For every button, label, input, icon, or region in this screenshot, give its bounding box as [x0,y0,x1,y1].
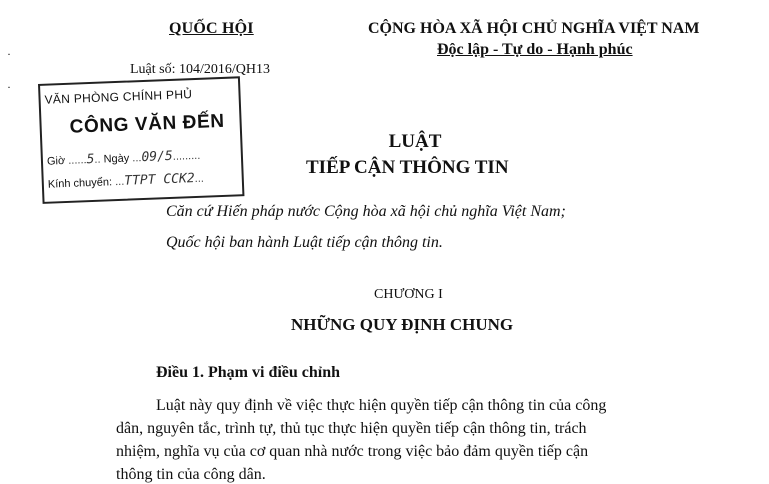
dotted-leader: ...... [68,154,87,167]
issuer-name: QUỐC HỘI [169,20,254,37]
stamp-time-value: 5 [86,151,95,168]
dotted-leader: ... [132,152,142,165]
dotted-leader: ... [114,175,125,189]
document-type: LUẬT [388,131,442,152]
article-title: Điều 1. Phạm vi điều chỉnh [156,364,341,381]
law-number: Luật số: 104/2016/QH13 [130,62,270,77]
stamp-forward-row [48,171,205,192]
margin-mark: · [7,47,11,61]
stamp-office: VĂN PHÒNG CHÍNH PHỦ [44,87,193,107]
article-text-line: nhiệm, nghĩa vụ của cơ quan nhà nước trong việc bảo đảm quyền tiếp cận [116,443,589,460]
stamp-time-label: Giờ [46,155,66,168]
stamp-forward-label: Kính chuyển: [47,176,113,191]
article-text-line: dân, nguyên tắc, trình tự, thủ tục thực hiện quyền tiếp cận thông tin, trách [116,420,587,437]
chapter-label: CHƯƠNG I [374,287,443,302]
legal-basis-line: Quốc hội ban hành Luật tiếp cận thông tin. [166,234,443,251]
national-motto: Độc lập - Tự do - Hạnh phúc [437,41,633,58]
article-text-line: Luật này quy định về việc thực hiện quyền tiếp cận thông tin của công [156,397,607,414]
stamp-title: CÔNG VĂN ĐẾN [69,110,225,138]
stamp-forward-value: TTPT CCK2 [123,171,195,189]
republic-heading: CỘNG HÒA XÃ HỘI CHỦ NGHĨA VIỆT NAM [368,20,700,37]
dotted-leader: ... [194,172,205,186]
article-text-line: thông tin của công dân. [116,466,266,483]
document-title: TIẾP CẬN THÔNG TIN [306,157,509,178]
dotted-leader: .. [94,153,101,166]
chapter-title: NHỮNG QUY ĐỊNH CHUNG [291,315,514,334]
dotted-leader: ......... [172,149,201,163]
margin-mark: · [7,80,11,94]
stamp-date-label: Ngày [103,152,130,166]
stamp-date-value: 09/5 [141,148,174,166]
legal-basis-line: Căn cứ Hiến pháp nước Cộng hòa xã hội chủ nghĩa Việt Nam; [166,203,566,220]
